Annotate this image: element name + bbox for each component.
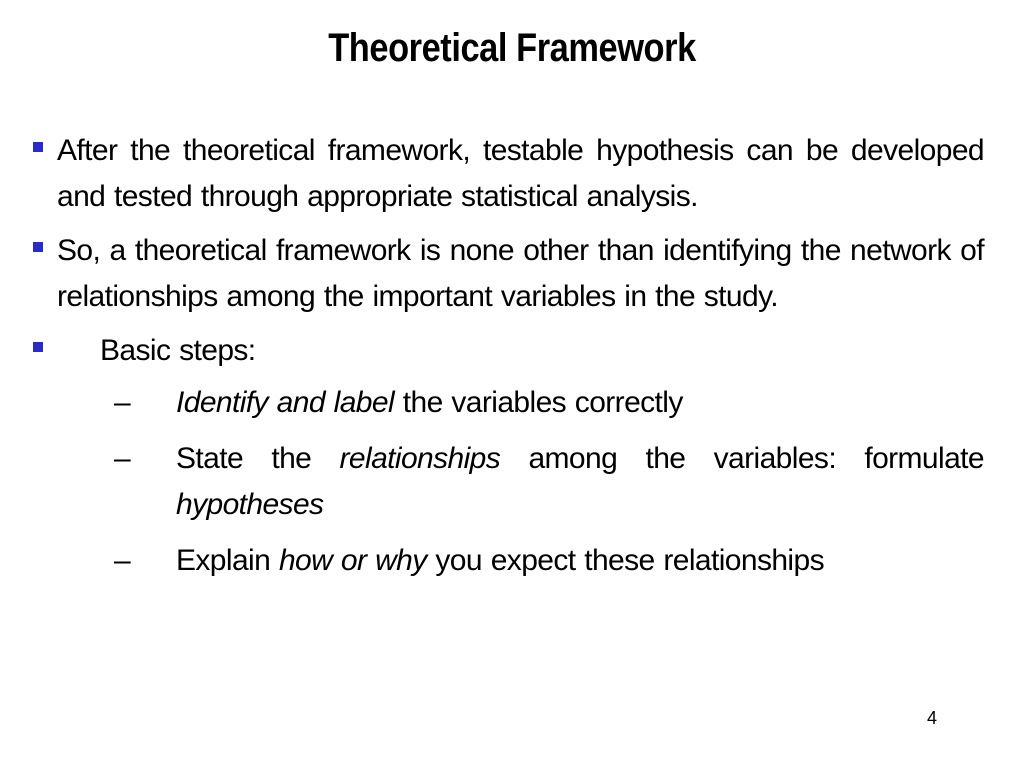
step-text-plain: you expect these relationships (426, 544, 824, 577)
step-text-plain: Explain (176, 544, 279, 577)
bullet-text: After the theoretical framework, testable hypothesis can be developed and tested through appropriate statistical analysis. (57, 134, 984, 213)
bullet-item-basic-steps (32, 328, 984, 374)
bullet-text: So, a theoretical framework is none other than identifying the network of relationships among the important variables in the study. (57, 234, 984, 313)
step-item (32, 538, 984, 584)
dash-marker: – (114, 442, 131, 475)
square-bullet-icon (33, 342, 43, 352)
square-bullet-icon (33, 242, 43, 252)
bullet-text: Basic steps: (100, 334, 256, 367)
step-text (176, 544, 824, 577)
step-item (32, 436, 984, 528)
square-bullet-icon (33, 142, 43, 152)
step-text (176, 386, 683, 419)
bullet-item (32, 128, 984, 220)
dash-marker: – (114, 544, 131, 577)
step-text-italic: hypotheses (176, 488, 324, 521)
step-text-plain: State the (176, 442, 340, 475)
slide-content (32, 128, 984, 594)
step-text-italic: how or why (278, 544, 427, 577)
step-text (176, 442, 984, 521)
dash-marker: – (114, 386, 131, 419)
step-text-plain: among the variables: formulate (500, 442, 984, 475)
bullet-item (32, 228, 984, 320)
slide-title: Theoretical Framework (328, 26, 696, 70)
step-text-italic: Identify and label (176, 386, 395, 419)
step-text-italic: relationships (339, 442, 501, 475)
step-text-plain: the variables correctly (394, 386, 683, 419)
page-number: 4 (926, 708, 937, 728)
step-item (32, 380, 984, 426)
